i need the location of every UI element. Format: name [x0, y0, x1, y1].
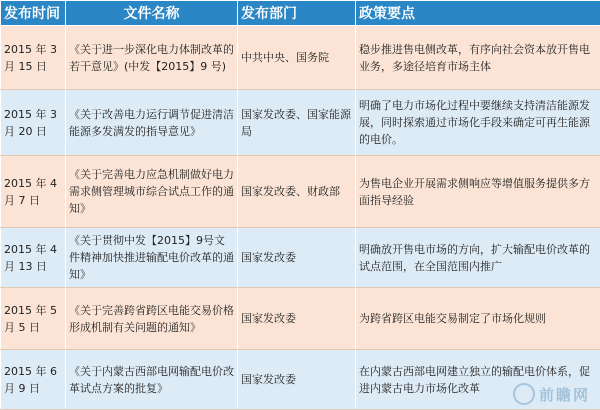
- header-policy-points: 政策要点: [356, 1, 600, 26]
- row-date: 2015 年 3 月 20 日: [1, 90, 66, 156]
- header-date: 发布时间: [1, 1, 66, 26]
- row-date: 2015 年 4 月 13 日: [1, 228, 66, 288]
- row-policy-point: 为跨省跨区电能交易制定了市场化规则: [356, 288, 600, 350]
- row-department: 国家发改委、国家能源局: [238, 90, 356, 156]
- row-department: 国家发改委: [238, 228, 356, 288]
- watermark-text: 前瞻网: [539, 384, 590, 405]
- row-department: 国家发改委: [238, 288, 356, 350]
- row-document: 《关于进一步深化电力体制改革的若干意见》(中发【2015】9 号): [66, 26, 238, 90]
- row-document: 《关于内蒙古西部电网输配电价改革试点方案的批复》: [66, 350, 238, 410]
- row-policy-point: 为售电企业开展需求侧响应等增值服务提供多方面指导经验: [356, 156, 600, 228]
- table-row: [1, 228, 600, 288]
- row-document: 《关于改善电力运行调节促进清洁能源多发满发的指导意见》: [66, 90, 238, 156]
- row-policy-point: 在内蒙古西部电网建立独立的输配电价体系，促进内蒙古电力市场化改革: [356, 350, 600, 410]
- table-row: [1, 90, 600, 156]
- table-row: [1, 156, 600, 228]
- watermark: [513, 383, 590, 405]
- row-document: 《关于贯彻中发【2015】9号文件精神加快推进输配电价改革的通知》: [66, 228, 238, 288]
- row-date: 2015 年 3 月 15 日: [1, 26, 66, 90]
- table-row: [1, 350, 600, 410]
- header-document: 文件名称: [66, 1, 238, 26]
- table-row: [1, 26, 600, 90]
- row-department: 国家发改委: [238, 350, 356, 410]
- header-row: [1, 1, 600, 26]
- row-document: 《关于完善电力应急机制做好电力需求侧管理城市综合试点工作的通知》: [66, 156, 238, 228]
- row-policy-point: 稳步推进售电侧改革，有序向社会资本放开售电业务，多途径培育市场主体: [356, 26, 600, 90]
- row-date: 2015 年 4 月 7 日: [1, 156, 66, 228]
- table-row: [1, 288, 600, 350]
- row-department: 中共中央、国务院: [238, 26, 356, 90]
- row-policy-point: 明确了电力市场化过程中要继续支持清洁能源发展，同时探索通过市场化手段来确定可再生能源的电价。: [356, 90, 600, 156]
- row-document: 《关于完善跨省跨区电能交易价格形成机制有关问题的通知》: [66, 288, 238, 350]
- header-department: 发布部门: [238, 1, 356, 26]
- row-date: 2015 年 5 月 5 日: [1, 288, 66, 350]
- row-department: 国家发改委、财政部: [238, 156, 356, 228]
- row-date: 2015 年 6 月 9 日: [1, 350, 66, 410]
- row-policy-point: 明确放开售电市场的方向，扩大输配电价改革的试点范围，在全国范围内推广: [356, 228, 600, 288]
- watermark-logo-icon: [513, 383, 535, 405]
